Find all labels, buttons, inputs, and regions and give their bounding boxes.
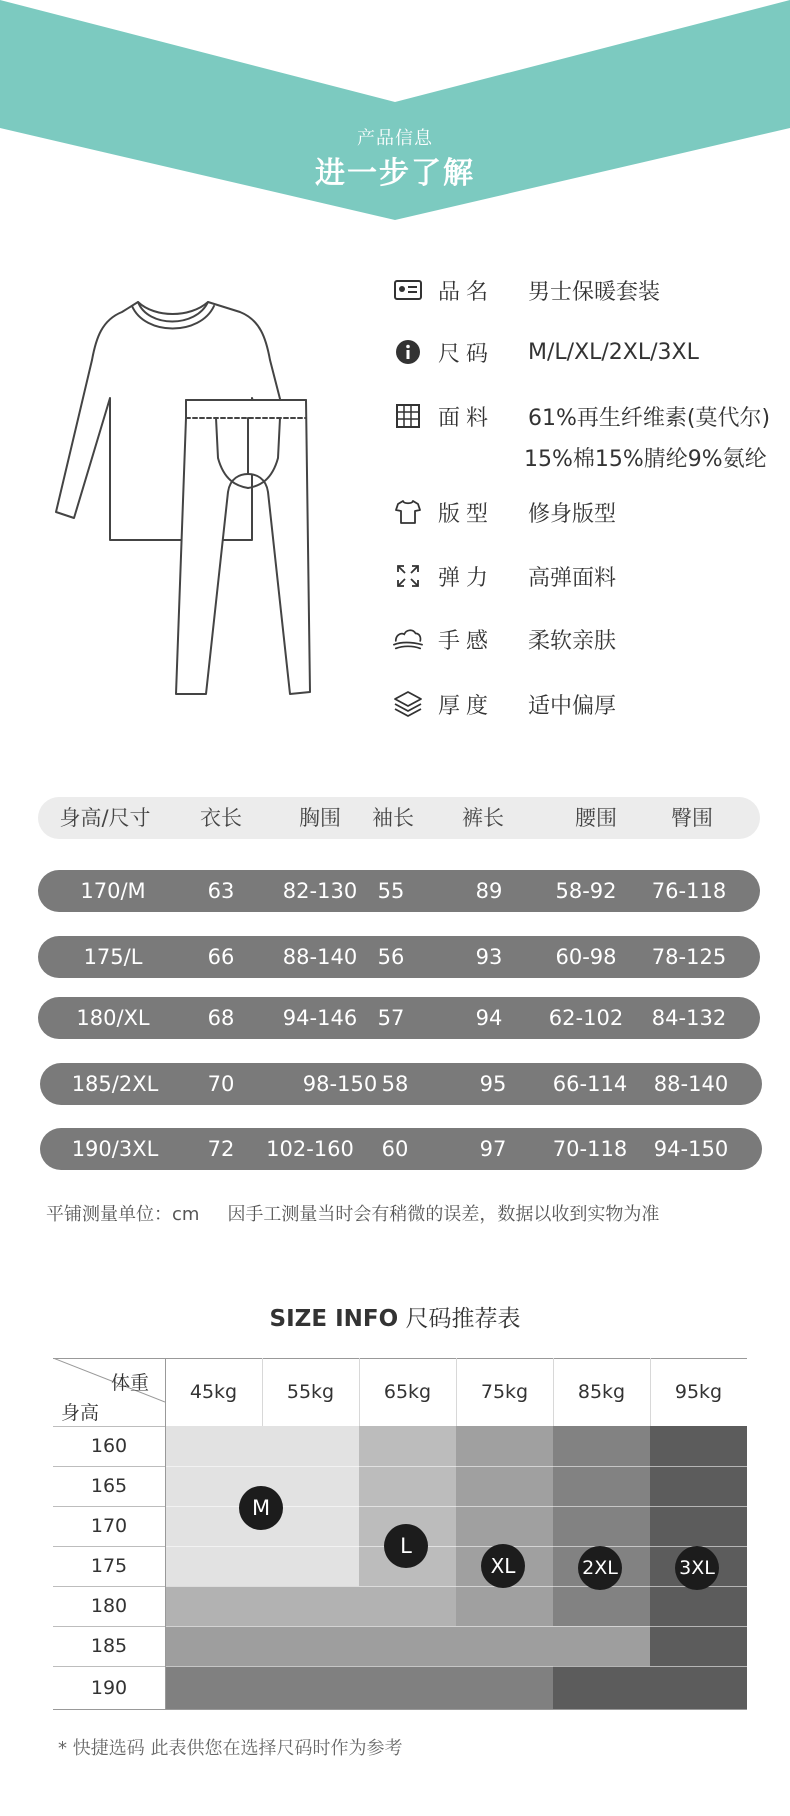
table-cell: 55 (377, 879, 405, 903)
table-cell: 94 (475, 1006, 503, 1030)
table-cell: 88-140 (282, 945, 358, 969)
size-badge-3xl: 3XL (675, 1546, 719, 1590)
stretch-arrows-icon (392, 560, 424, 592)
info-row-name (392, 270, 660, 310)
table-cell: 70-118 (552, 1137, 628, 1161)
info-row-fabric (392, 396, 770, 436)
size-badge-xl: XL (481, 1544, 525, 1588)
table-cell: 56 (377, 945, 405, 969)
size-badge-m: M (239, 1486, 283, 1530)
info-value: 适中偏厚 (528, 693, 617, 719)
height-label: 165 (90, 1475, 128, 1497)
info-row-thickness (392, 684, 616, 724)
weight-header: 45kg (189, 1381, 238, 1403)
table-cell: 68 (207, 1006, 235, 1030)
header-cell: 身高/尺寸 (59, 806, 151, 830)
table-cell: 84-132 (651, 1006, 727, 1030)
table-cell: 60 (381, 1137, 409, 1161)
header-banner (0, 0, 790, 230)
size-zone-row-190-dark (553, 1666, 650, 1710)
info-label: 版型 (438, 501, 495, 527)
size-table-header (38, 797, 760, 839)
unit-note: 平铺测量单位：cm (46, 1204, 200, 1225)
size-info-title-cn: 尺码推荐表 (405, 1306, 521, 1332)
table-row (38, 997, 760, 1039)
height-label: 170 (90, 1515, 128, 1537)
tshirt-icon (392, 496, 424, 528)
info-label: 弹力 (438, 565, 495, 591)
info-value: 修身版型 (528, 501, 617, 527)
height-label: 160 (90, 1435, 128, 1457)
info-value: M/L/XL/2XL/3XL (528, 339, 699, 365)
table-cell: 97 (479, 1137, 507, 1161)
table-cell: 93 (475, 945, 503, 969)
table-cell: 60-98 (555, 945, 617, 969)
table-cell: 89 (475, 879, 503, 903)
info-row-elasticity (392, 556, 616, 596)
header-cell: 裤长 (462, 806, 504, 830)
info-value-secondary: 15%棉15%腈纶9%氨纶 (524, 447, 767, 472)
size-info-title-en: SIZE INFO (269, 1306, 399, 1332)
table-cell: 95 (479, 1072, 507, 1096)
size-badge-l: L (384, 1524, 428, 1568)
table-cell: 66-114 (552, 1072, 628, 1096)
corner-height-label: 身高 (61, 1402, 100, 1424)
table-row (38, 870, 760, 912)
table-cell: 57 (377, 1006, 405, 1030)
header-cell: 衣长 (200, 806, 242, 830)
thermal-set-illustration (30, 290, 330, 730)
size-zone-row-185 (166, 1626, 650, 1666)
size-recommendation-grid (53, 1358, 747, 1710)
size-zone-xl (456, 1426, 553, 1626)
weight-header: 55kg (286, 1381, 335, 1403)
corner-weight-label: 体重 (111, 1372, 150, 1394)
header-cell: 腰围 (575, 806, 617, 830)
info-value: 男士保暖套装 (528, 279, 661, 305)
table-cell: 82-130 (282, 879, 358, 903)
header-cell: 臀围 (671, 806, 713, 830)
size-zone-row-190 (166, 1666, 553, 1710)
banner-chevron (0, 0, 790, 230)
layers-icon (392, 688, 424, 720)
banner-subtitle: 产品信息 (357, 128, 433, 149)
info-value: 柔软亲肤 (528, 628, 617, 654)
table-cell: 58 (381, 1072, 409, 1096)
table-cell: 180/XL (76, 1006, 150, 1030)
info-label: 厚度 (438, 693, 495, 719)
weight-header: 75kg (480, 1381, 529, 1403)
table-cell: 98-150 (302, 1072, 378, 1096)
size-zone-row-180 (166, 1586, 456, 1626)
table-cell: 78-125 (651, 945, 727, 969)
height-label: 180 (90, 1595, 128, 1617)
footer-note: * 快捷选码 此表供您在选择尺码时作为参考 (58, 1738, 403, 1759)
table-cell: 62-102 (548, 1006, 624, 1030)
table-cell: 70 (207, 1072, 235, 1096)
header-cell: 胸围 (299, 806, 341, 830)
info-row-fit (392, 492, 616, 532)
height-label: 185 (90, 1635, 128, 1657)
info-label: 手感 (438, 628, 495, 654)
header-cell: 袖长 (372, 806, 414, 830)
info-row-size (392, 332, 699, 372)
table-cell: 185/2XL (71, 1072, 159, 1096)
table-row (40, 1063, 762, 1105)
table-cell: 102-160 (266, 1137, 354, 1161)
table-cell: 94-146 (282, 1006, 358, 1030)
info-label: 品名 (438, 279, 495, 305)
table-cell: 190/3XL (71, 1137, 159, 1161)
info-label: 尺码 (438, 341, 495, 367)
table-cell: 170/M (80, 879, 146, 903)
table-cell: 175/L (83, 945, 143, 969)
error-note: 因手工测量当时会有稍微的误差，数据以收到实物为准 (227, 1204, 660, 1225)
table-row (38, 936, 760, 978)
info-row-feel (392, 619, 616, 659)
info-value: 高弹面料 (528, 565, 617, 591)
table-cell: 76-118 (651, 879, 727, 903)
measurement-note (46, 1200, 659, 1226)
table-cell: 66 (207, 945, 235, 969)
table-cell: 94-150 (653, 1137, 729, 1161)
banner-title: 进一步了解 (315, 156, 475, 191)
id-card-icon (392, 274, 424, 306)
height-label: 175 (90, 1555, 128, 1577)
info-icon (392, 336, 424, 368)
size-info-title (0, 1300, 790, 1333)
info-label: 面料 (438, 405, 495, 431)
height-label: 190 (90, 1677, 128, 1699)
table-cell: 72 (207, 1137, 235, 1161)
soft-touch-icon (392, 623, 424, 655)
pants-outline (176, 400, 310, 694)
info-value: 61%再生纤维素(莫代尔) (528, 405, 771, 431)
size-badge-2xl: 2XL (578, 1546, 622, 1590)
table-cell: 58-92 (555, 879, 617, 903)
weight-header: 65kg (383, 1381, 432, 1403)
fabric-grid-icon (392, 400, 424, 432)
table-row (40, 1128, 762, 1170)
weight-header: 85kg (577, 1381, 626, 1403)
table-cell: 63 (207, 879, 235, 903)
weight-header: 95kg (674, 1381, 723, 1403)
table-cell: 88-140 (653, 1072, 729, 1096)
